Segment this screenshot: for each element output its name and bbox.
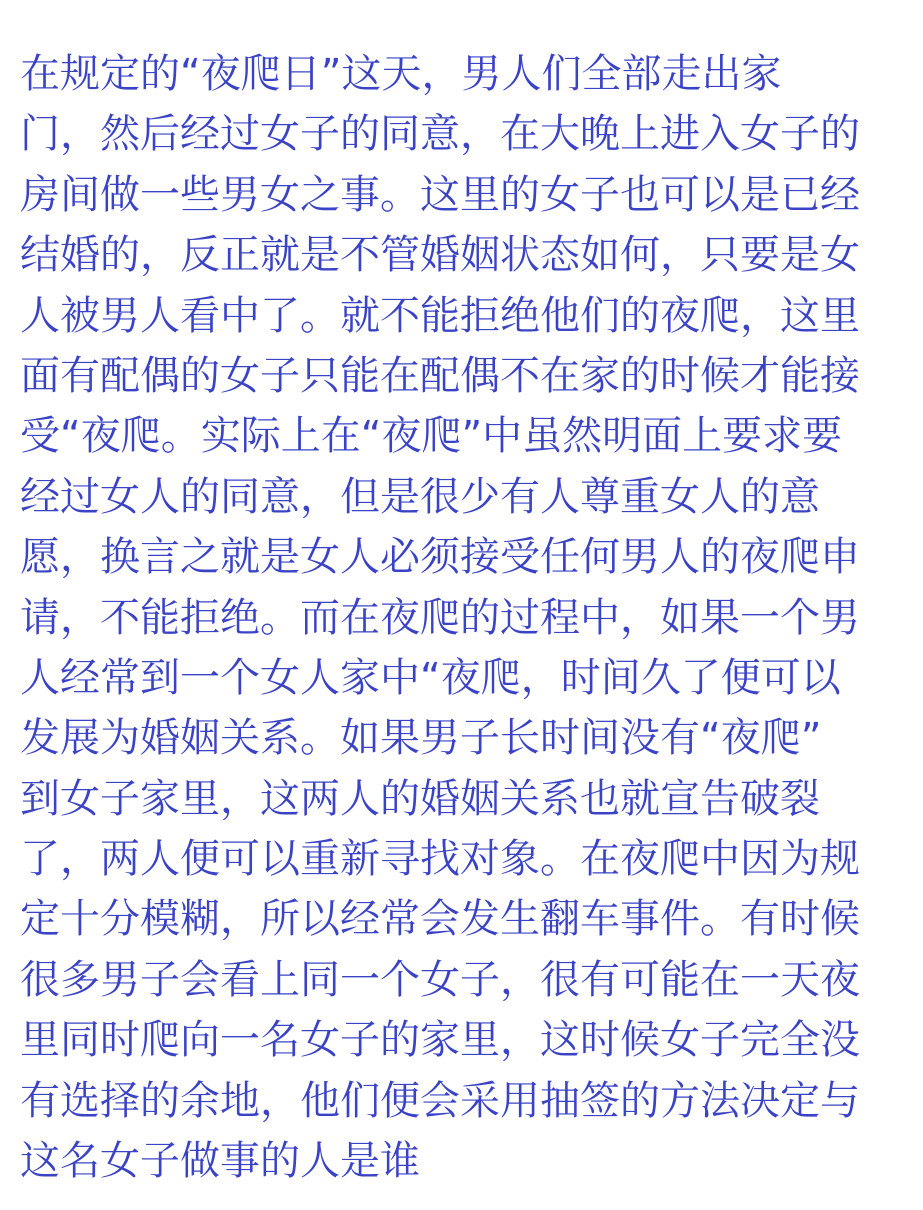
- text-line-18: 有选择的余地，他们便会采用抽签的方法决定与: [20, 1077, 860, 1124]
- article-text: [20, 44, 910, 1191]
- text-line-16: 很多男子会看上同一个女子，很有可能在一天夜: [20, 956, 860, 1003]
- text-line-6: 面有配偶的女子只能在配偶不在家的时候才能接: [20, 352, 860, 399]
- text-line-13: 到女子家里，这两人的婚姻关系也就宣告破裂: [20, 775, 820, 822]
- text-line-12: 发展为婚姻关系。如果男子长时间没有“夜爬”: [20, 715, 822, 762]
- text-line-10: 请，不能拒绝。而在夜爬的过程中，如果一个男: [20, 594, 860, 641]
- text-line-2: 门，然后经过女子的同意，在大晚上进入女子的: [20, 111, 860, 158]
- text-line-5: 人被男人看中了。就不能拒绝他们的夜爬，这里: [20, 292, 860, 339]
- fade-overlay: [440, 1163, 590, 1193]
- text-line-15: 定十分模糊，所以经常会发生翻车事件。有时候: [20, 896, 860, 943]
- text-line-14: 了，两人便可以重新寻找对象。在夜爬中因为规: [20, 836, 860, 883]
- text-line-1: 在规定的“夜爬日”这天，男人们全部走出家: [20, 51, 782, 97]
- text-line-8: 经过女人的同意，但是很少有人尊重女人的意: [20, 473, 820, 520]
- text-line-3: 房间做一些男女之事。这里的女子也可以是已经: [20, 171, 860, 218]
- text-line-9: 愿，换言之就是女人必须接受任何男人的夜爬申: [20, 534, 860, 581]
- text-line-19: 这名女子做事的人是谁: [20, 1138, 420, 1185]
- text-line-7: 受“夜爬。实际上在“夜爬”中虽然明面上要求要: [20, 413, 843, 460]
- text-line-11: 人经常到一个女人家中“夜爬，时间久了便可以: [20, 654, 841, 701]
- text-line-17: 里同时爬向一名女子的家里，这时候女子完全没: [20, 1017, 860, 1064]
- text-line-4: 结婚的，反正就是不管婚姻状态如何，只要是女: [20, 232, 860, 279]
